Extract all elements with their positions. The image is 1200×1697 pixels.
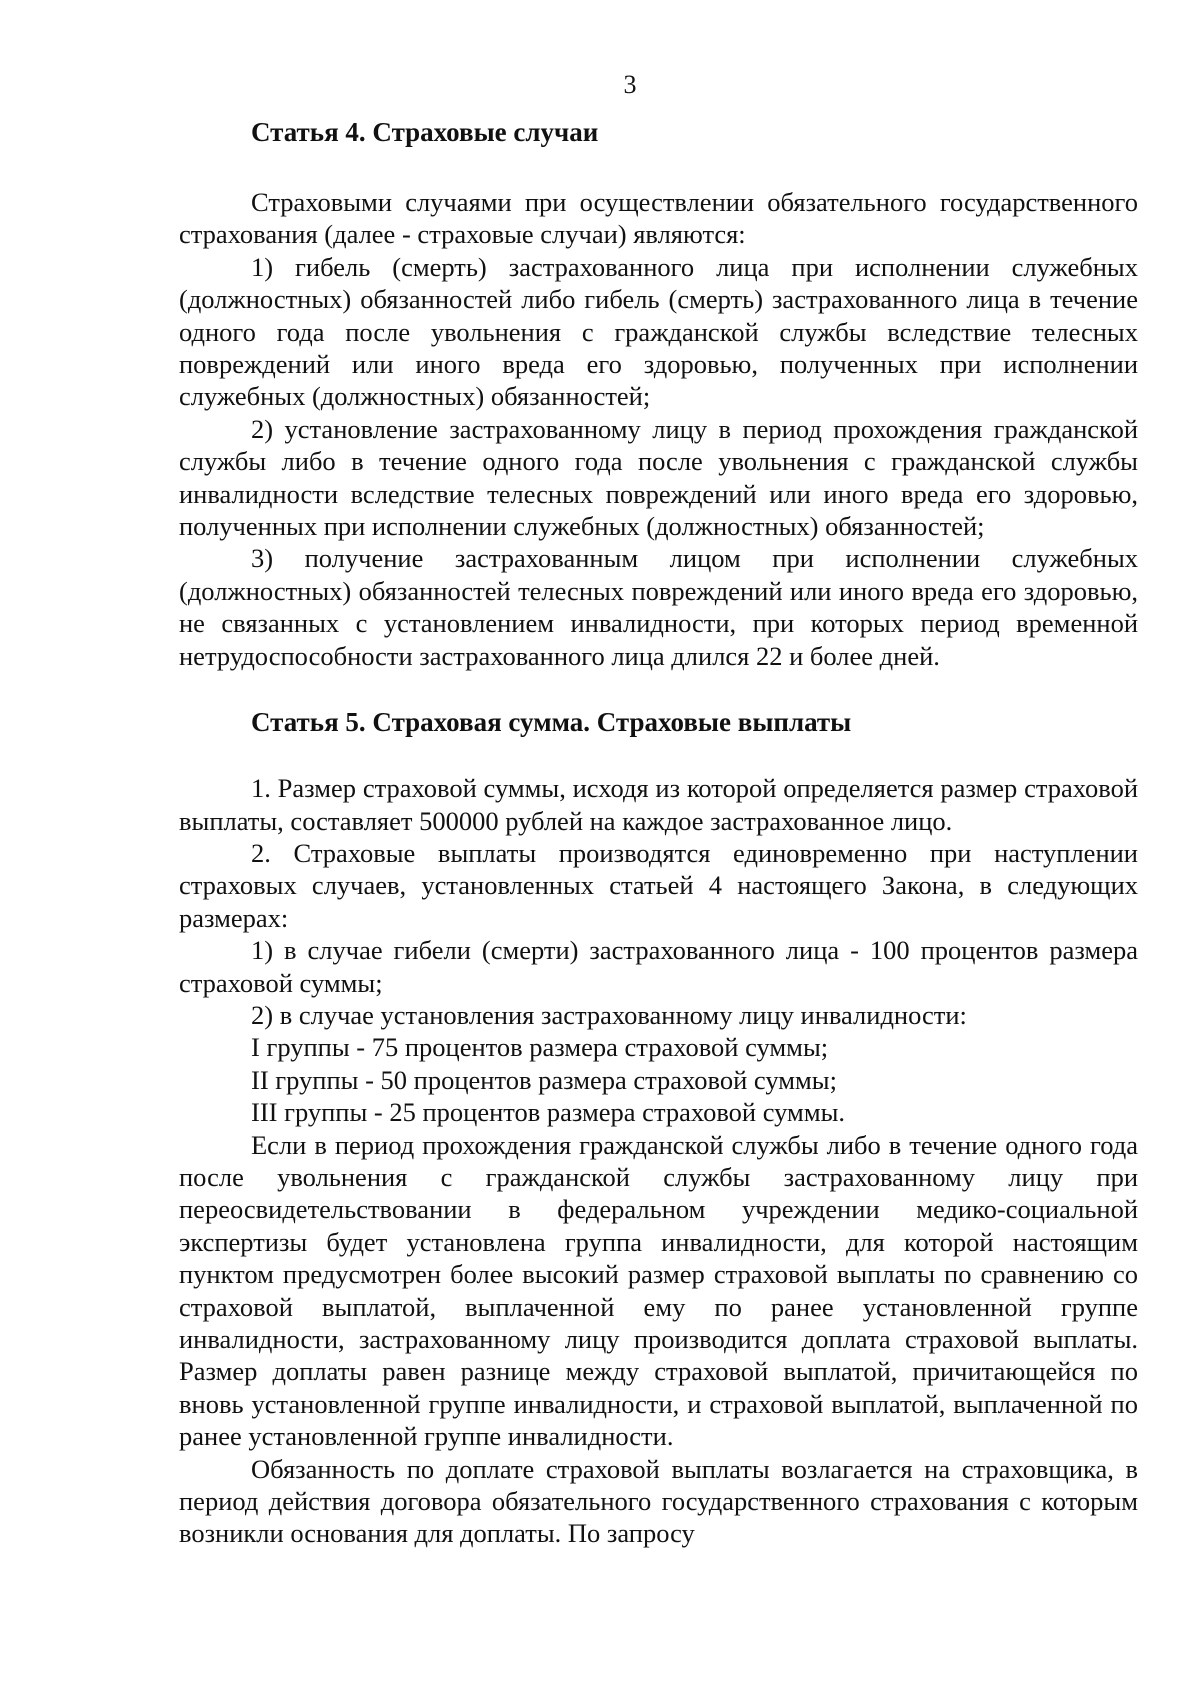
article-5-subitem-1: 1) в случае гибели (смерти) застрахованного лица - 100 процентов размера страховой суммы; (179, 935, 1138, 998)
disability-group-3: III группы - 25 процентов размера страховой суммы. (251, 1097, 846, 1128)
article-5-clause-1: 1. Размер страховой суммы, исходя из которой определяется размер страховой выплаты, составляет 500000 рублей на каждое застрахованное лицо. (179, 773, 1138, 836)
article-4-heading: Статья 4. Страховые случаи (251, 117, 599, 147)
disability-group-1: I группы - 75 процентов размера страховой суммы; (251, 1032, 829, 1063)
article-4-item-1: 1) гибель (смерть) застрахованного лица при исполнении служебных (должностных) обязанностей либо гибель (смерть) застрахованного лица в течение одного года после увольнения с гражданской службы вследствие телесных повреждений или иного вреда его здоровью, полученных при исполнении служебных (должностных) обязанностей; (179, 251, 1138, 412)
disability-group-2: II группы - 50 процентов размера страховой суммы; (251, 1064, 837, 1095)
article-5-heading: Статья 5. Страховая сумма. Страховые выплаты (251, 707, 852, 738)
article-4-item-2: 2) установление застрахованному лицу в период прохождения гражданской службы либо в течение одного года после увольнения с гражданской службы инвалидности вследствие телесных повреждений или иного вреда его здоровью, полученных при исполнении служебных (должностных) обязанностей; (179, 413, 1138, 542)
article-5-clause-2: 2. Страховые выплаты производятся единовременно при наступлении страховых случаев, установленных статьей 4 настоящего Закона, в следующих размерах: (179, 837, 1138, 933)
document-body (179, 112, 1138, 1550)
article-5-subitem-2: 2) в случае установления застрахованному лицу инвалидности: (251, 999, 967, 1030)
article-4-intro-paragraph: Страховыми случаями при осуществлении обязательного государственного страхования (далее - страховые случаи) являются: (179, 187, 1138, 250)
additional-payment-paragraph: Если в период прохождения гражданской службы либо в течение одного года после увольнения с гражданской службы застрахованному лицу при переосвидетельствовании в федеральном учреждении медико-социальной экспертизы будет установлена группа инвалидности, для которой настоящим пунктом предусмотрен более высокий размер страховой выплаты по сравнению со страховой выплатой, выплаченной ему по ранее установленной группе инвалидности, застрахованному лицу производится доплата страховой выплаты. Размер доплаты равен разнице между страховой выплатой, причитающейся по вновь установленной группе инвалидности, и страховой выплатой, выплаченной по ранее установленной группе инвалидности. (179, 1129, 1138, 1452)
page-number: 3 (623, 70, 637, 99)
article-4-item-3: 3) получение застрахованным лицом при исполнении служебных (должностных) обязанностей телесных повреждений или иного вреда его здоровью, не связанных с установлением инвалидности, при которых период временной нетрудоспособности застрахованного лица длился 22 и более дней. (179, 543, 1138, 671)
insurer-obligation-paragraph: Обязанность по доплате страховой выплаты возлагается на страховщика, в период действия договора обязательного государственного страхования с которым возникли основания для доплаты. По запросу (179, 1453, 1138, 1549)
